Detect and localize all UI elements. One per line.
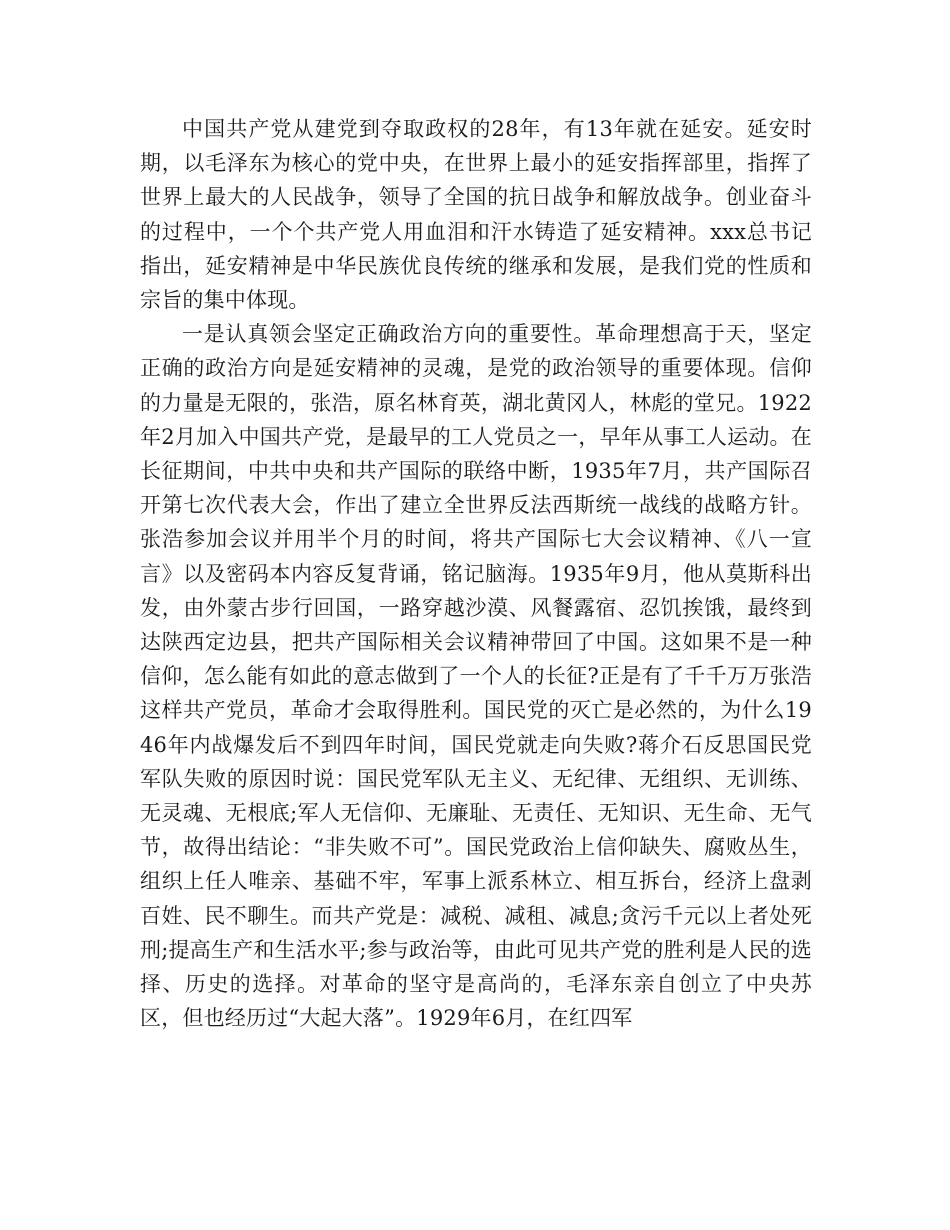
paragraph-political-direction: 一是认真领会坚定正确政治方向的重要性。革命理想高于天，坚定正确的政治方向是延安精神的灵魂，是党的政治领导的重要体现。信仰的力量是无限的，张浩，原名林育英，湖北黄冈人，林彪的堂兄。1922年2月加入中国共产党，是最早的工人党员之一，早年从事工人运动。在长征期间，中共中央和共产国际的联络中断，1935年7月，共产国际召开第七次代表大会，作出了建立全世界反法西斯统一战线的战略方针。张浩参加会议并用半个月的时间，将共产国际七大会议精神、《八一宣言》以及密码本内容反复背诵，铭记脑海。1935年9月，他从莫斯科出发，由外蒙古步行回国，一路穿越沙漠、风餐露宿、忍饥挨饿，最终到达陕西定边县，把共产国际相关会议精神带回了中国。这如果不是一种信仰，怎么能有如此的意志做到了一个人的长征?正是有了千千万万张浩这样共产党员，革命才会取得胜利。国民党的灭亡是必然的，为什么1946年内战爆发后不到四年时间，国民党就走向失败?蒋介石反思国民党军队失败的原因时说：国民党军队无主义、无纪律、无组织、无训练、无灵魂、无根底;军人无信仰、无廉耻、无责任、无知识、无生命、无气节，故得出结论：“非失败不可”。国民党政治上信仰缺失、腐败丛生，组织上任人唯亲、基础不牢，军事上派系林立、相互拆台，经济上盘剥百姓、民不聊生。而共产党是：减税、减租、减息;贪污千元以上者处死刑;提高生产和生活水平;参与政治等，由此可见共产党的胜利是人民的选择、历史的选择。对革命的坚守是高尚的，毛泽东亲自创立了中央苏区，但也经历过“大起大落”。1929年6月，在红四军 [140, 322, 812, 1031]
paragraph-yanan-history: 中国共产党从建党到夺取政权的28年，有13年就在延安。延安时期，以毛泽东为核心的党中央，在世界上最小的延安指挥部里，指挥了世界上最大的人民战争，领导了全国的抗日战争和解放战争。创业奋斗的过程中，一个个共产党人用血泪和汗水铸造了延安精神。xxx总书记指出，延安精神是中华民族优良传统的继承和发展，是我们党的性质和宗旨的集中体现。 [140, 117, 812, 313]
document-page [140, 112, 812, 1035]
